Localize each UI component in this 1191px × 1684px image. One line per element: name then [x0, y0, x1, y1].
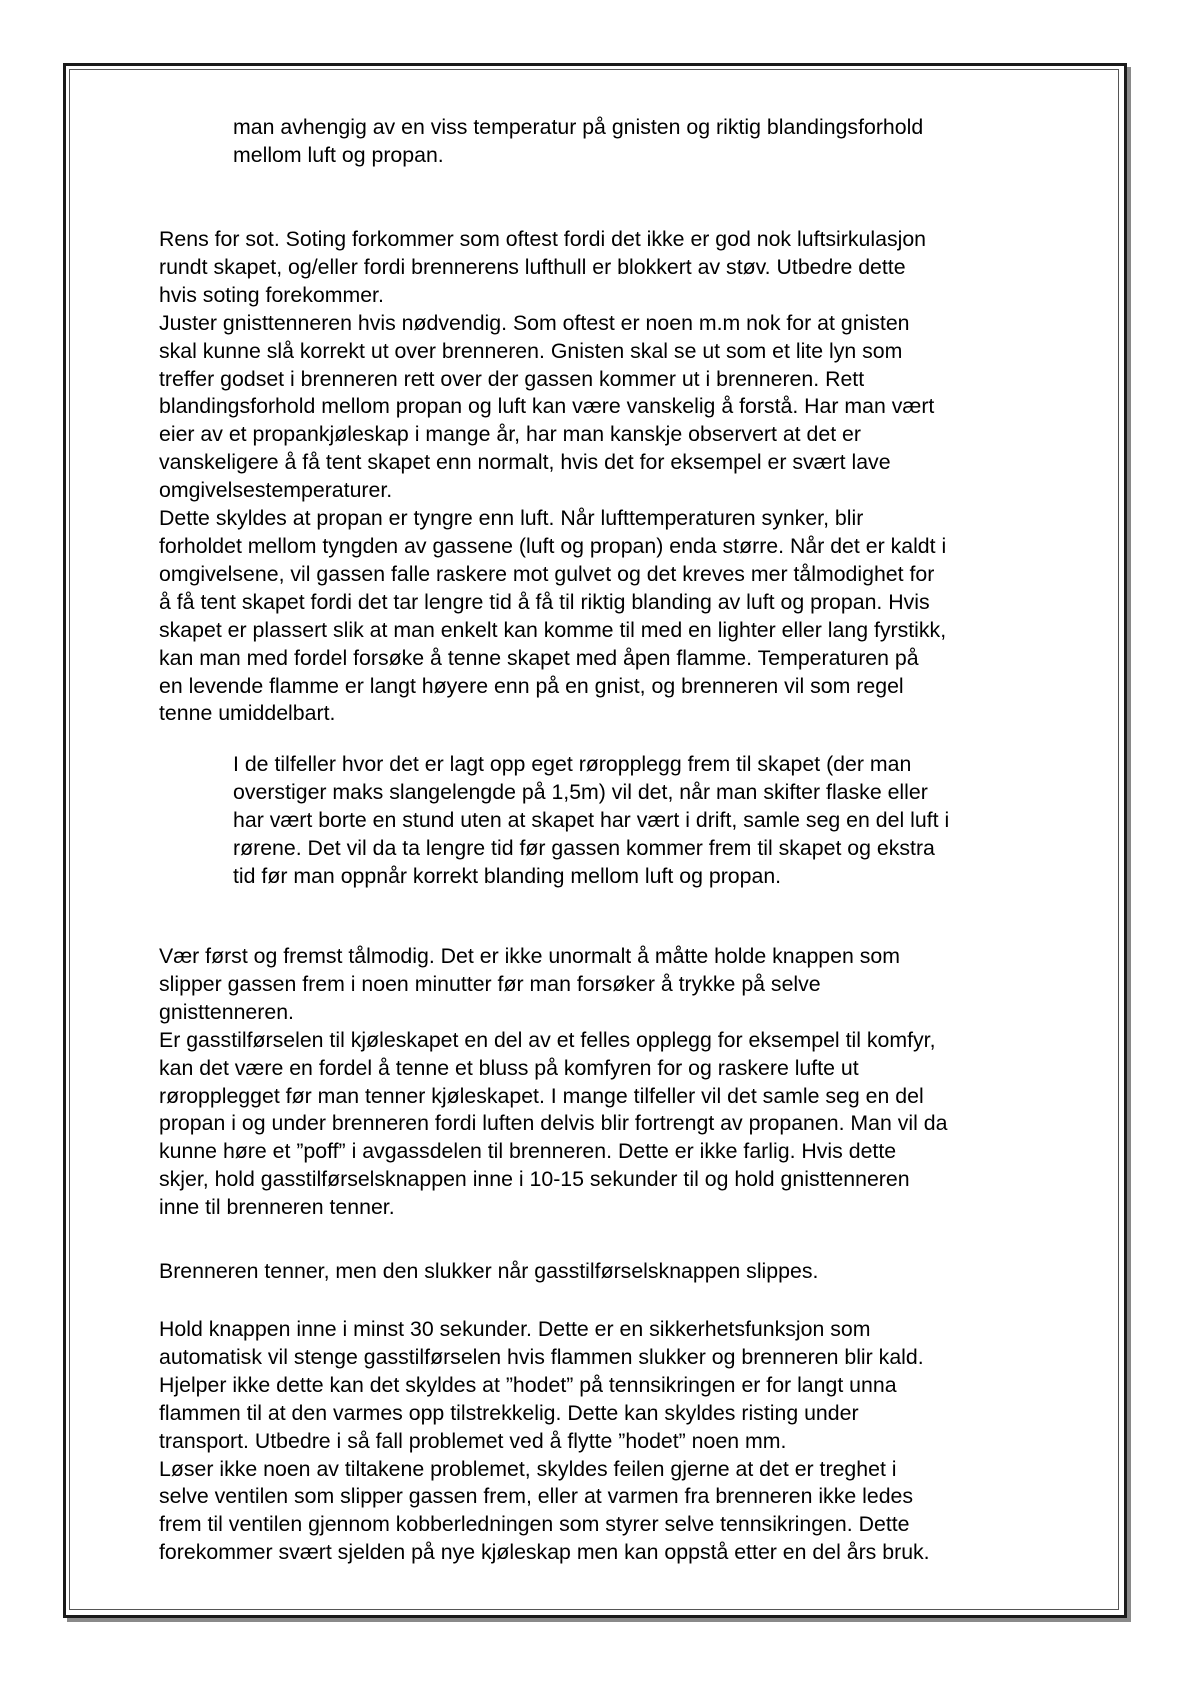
paragraph-patience-and-venting: Vær først og fremst tålmodig. Det er ikke unormalt å måtte holde knappen som slipper gassen frem i noen minutter før man forsøker å trykke på selve gnisttenneren. Er gasstilførselen til kjøleskapet en del av et felles opplegg for eksempel til komfyr, kan det være en fordel å tenne et bluss på komfyren for og raskere lufte ut røropplegget før man tenner kjøleskapet. I mange tilfeller vil det samle seg en del propan i og under brenneren fordi luften delvis blir fortrengt av propanen. Man vil da kunne høre et ”poff” i avgassdelen til brenneren. Dette er ikke farlig. Hvis dette skjer, hold gasstilførselsknappen inne i 10-15 sekunder til og hold gnisttenneren inne til brenneren tenner.: [159, 944, 948, 1220]
paragraph-burner-goes-out: Brenneren tenner, men den slukker når gasstilførselsknappen slippes.: [159, 1259, 819, 1283]
paragraph-hold-button-safety: Hold knappen inne i minst 30 sekunder. Dette er en sikkerhetsfunksjon som automatisk vil stenge gasstilførselen hvis flammen slukker og brenneren blir kald. Hjelper ikke dette kan det skyldes at ”hodet” på tennsikringen er for langt unna flammen til at den varmes opp tilstrekkelig. Dette kan skyldes risting under transport. Utbedre i så fall problemet ved å flytte ”hodet” noen mm. Løser ikke noen av tiltakene problemet, skyldes feilen gjerne at det er treghet i selve ventilen som slipper gassen frem, eller at varmen fra brenneren ikke ledes frem til ventilen gjennom kobberledningen som styrer selve tennsikringen. Dette forekommer svært sjelden på nye kjøleskap men kan oppstå etter en del års bruk.: [159, 1317, 930, 1565]
paragraph-ignition-temperature: man avhengig av en viss temperatur på gnisten og riktig blandingsforhold mellom luft og propan.: [233, 115, 924, 167]
paragraph-pipe-installation-note: I de tilfeller hvor det er lagt opp eget røropplegg frem til skapet (der man overstiger maks slangelengde på 1,5m) vil det, når man skifter flaske eller har vært borte en stund uten at skapet har vært i drift, samle seg en del luft i rørene. Det vil da ta lengre tid før gassen kommer frem til skapet og ekstra tid før man oppnår korrekt blanding mellom luft og propan.: [233, 752, 950, 888]
paragraph-soot-and-spark-adjustment: Rens for sot. Soting forkommer som oftest fordi det ikke er god nok luftsirkulasjon rundt skapet, og/eller fordi brennerens lufthull er blokkert av støv. Utbedre dette hvis soting forekommer. Juster gnisttenneren hvis nødvendig. Som oftest er noen m.m nok for at gnisten skal kunne slå korrekt ut over brenneren. Gnisten skal se ut som et lite lyn som treffer godset i brenneren rett over der gassen kommer ut i brenneren. Rett blandingsforhold mellom propan og luft kan være vanskelig å forstå. Har man vært eier av et propankjøleskap i mange år, har man kanskje observert at det er vanskeligere å få tent skapet enn normalt, hvis det for eksempel er svært lave omgivelsestemperaturer. Dette skyldes at propan er tyngre enn luft. Når lufttemperaturen synker, blir forholdet mellom tyngden av gassene (luft og propan) enda større. Når det er kaldt i omgivelsene, vil gassen falle raskere mot gulvet og det kreves mer tålmodighet for å få tent skapet fordi det tar lengre tid å få til riktig blanding av luft og propan. Hvis skapet er plassert slik at man enkelt kan komme til med en lighter eller lang fyrstikk, kan man med fordel forsøke å tenne skapet med åpen flamme. Temperaturen på en levende flamme er langt høyere enn på en gnist, og brenneren vil som regel tenne umiddelbart.: [159, 227, 947, 726]
